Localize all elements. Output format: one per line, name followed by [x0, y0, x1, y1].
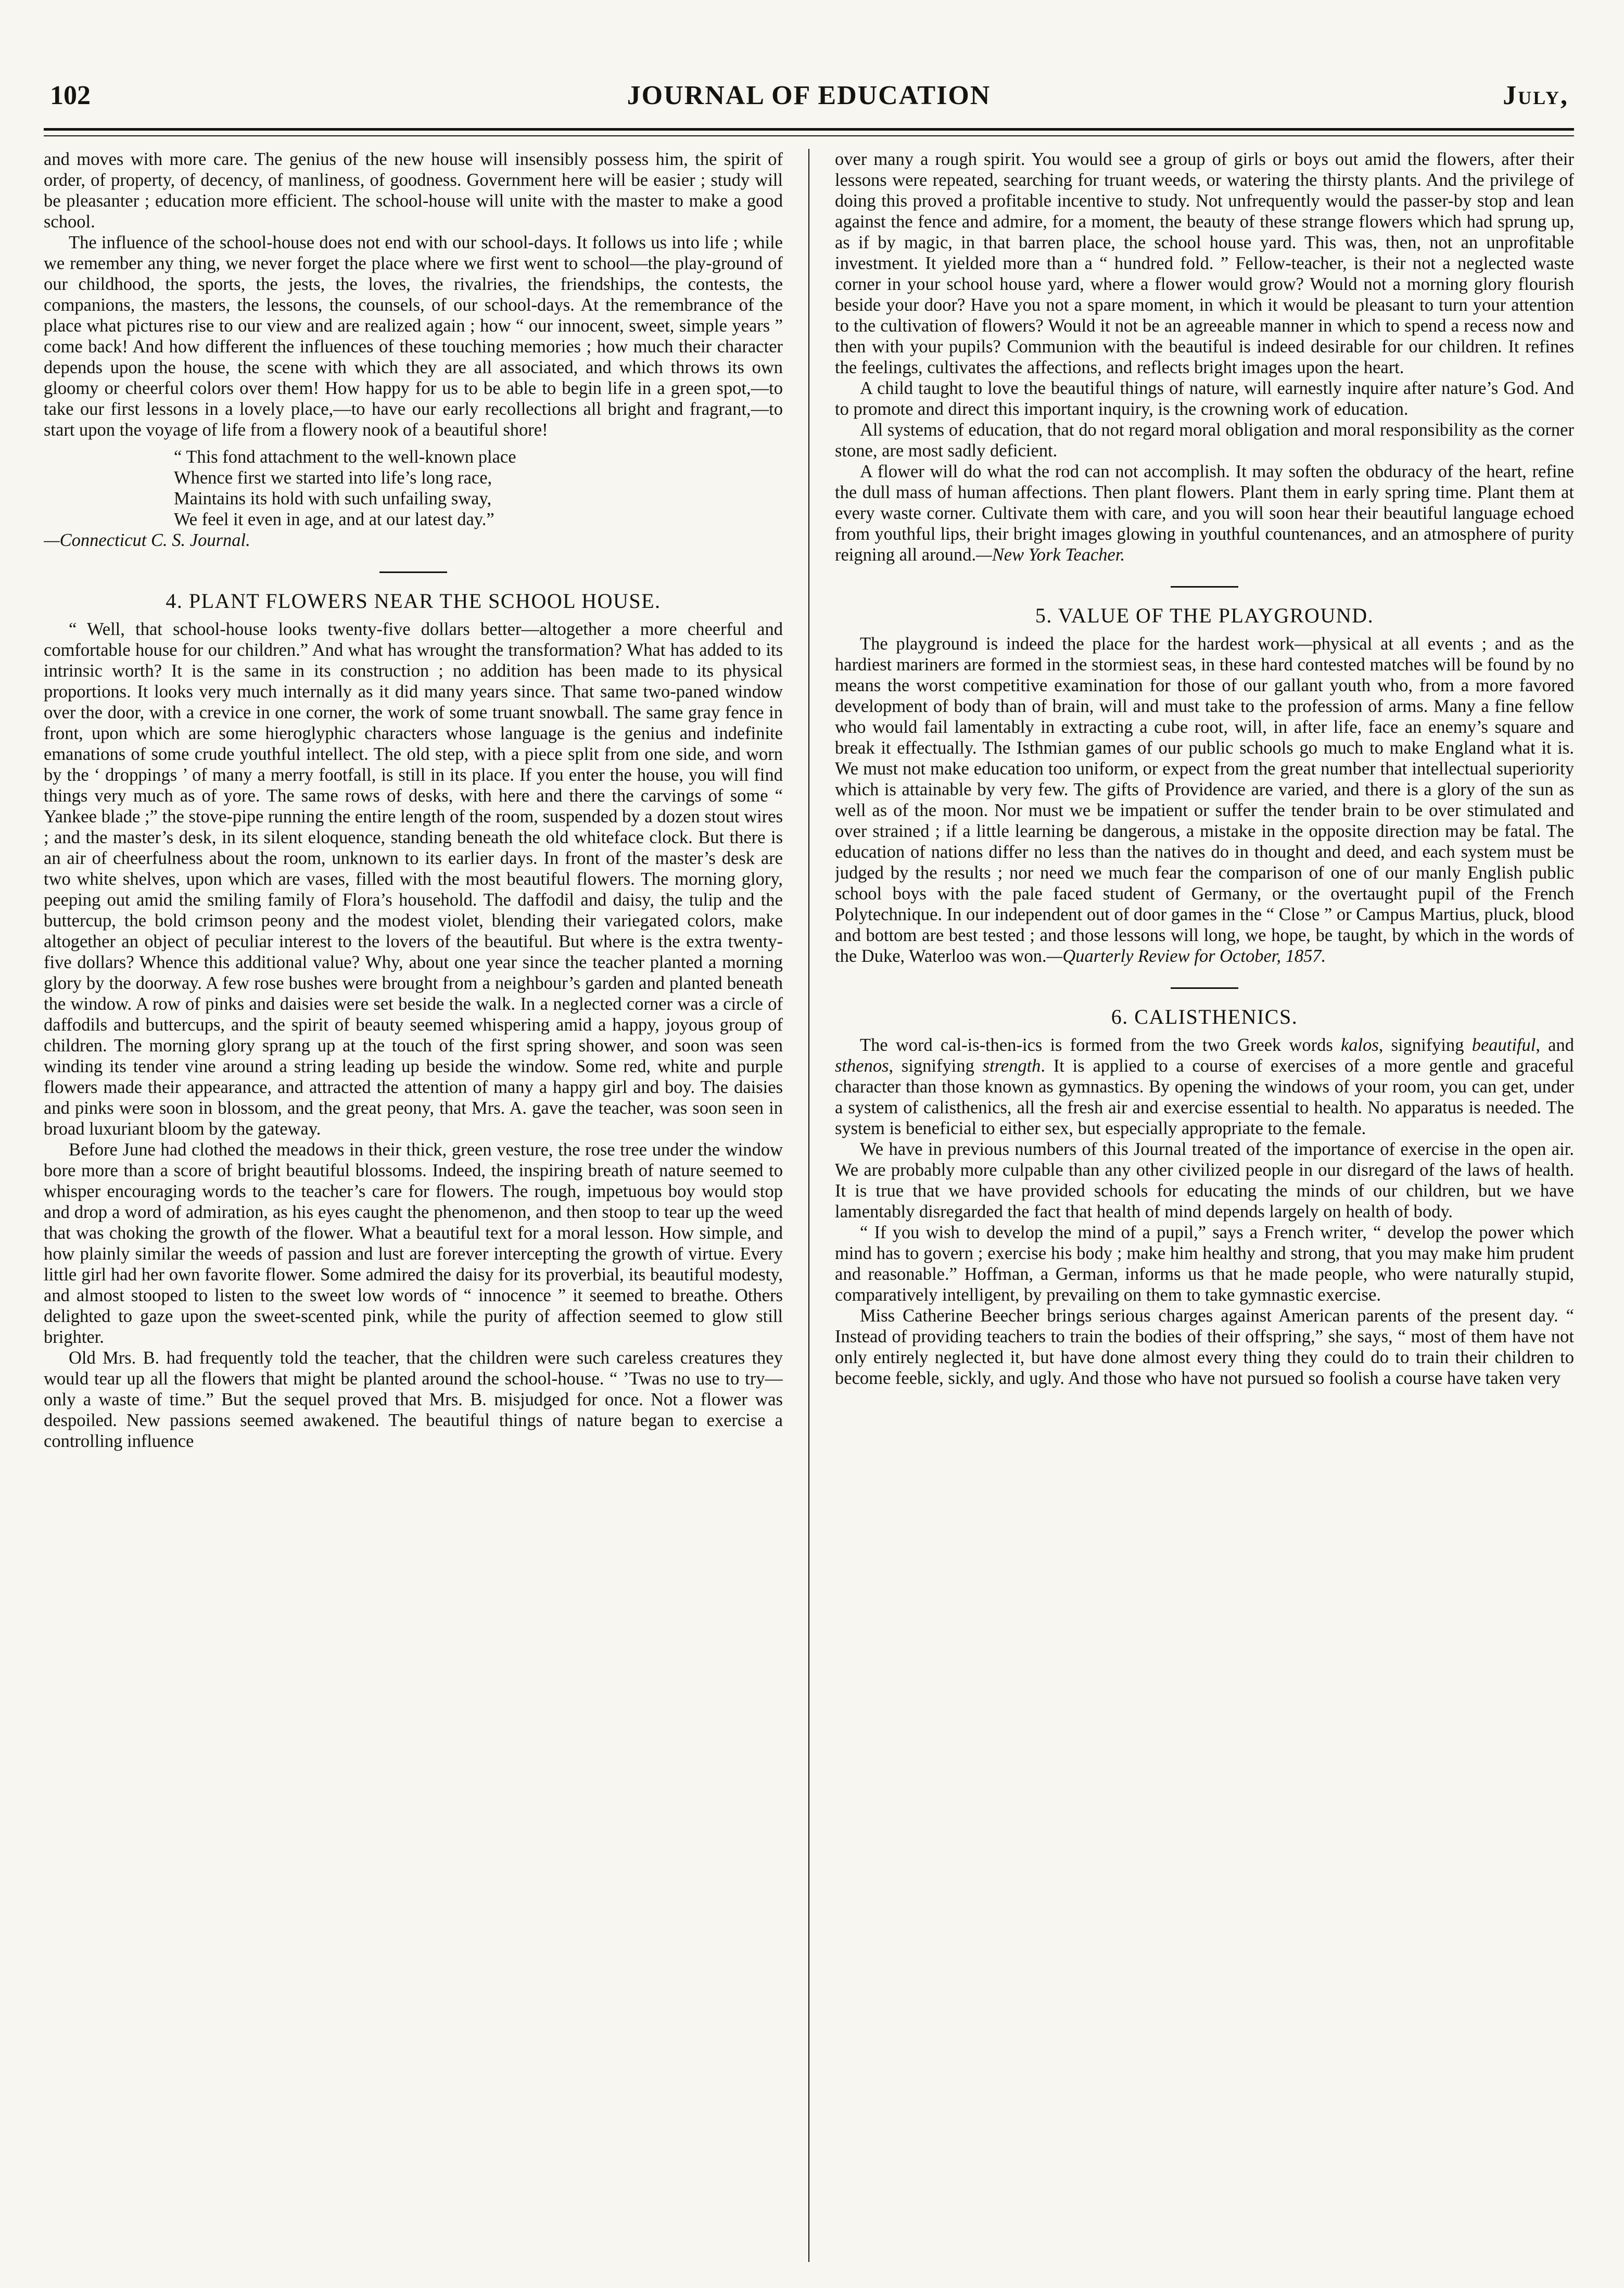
paragraph: Miss Catherine Beecher brings serious charges against American parents of the present day. “ Instead of providing teachers to train the bodies of their offspring,” she says, “ most of them have not only entirely neglected it, but have done almost every thing they could do to train their children to become feeble, sickly, and ugly. And those who have not pursued so foolish a course have taken very	[835, 1306, 1574, 1388]
emphasis: strength	[982, 1056, 1041, 1076]
text-run: , and	[1536, 1035, 1574, 1055]
page-number: 102	[50, 81, 91, 110]
paragraph	[835, 1035, 1574, 1139]
paragraph-text: The playground is indeed the place for the hardest work—physical at all events ; and as the hardiest mariners are formed in the stormiest seas, in these hard contested matches will be found by no means the worst competitive examination for those of our gallant youth who, from a more favored development of body than of brain, will and must take to the profession of arms. Many a fine fellow who would fail lamentably in extracting a cube root, will, in after life, face an enemy’s square and break it effectually. The Isthmian games of our public schools go much to make England what it is. We must not make education too uniform, or expect from the great number that intellectual superiority which is attainable by very few. The gifts of Providence are varied, and there is a glory of the sun as well as of the moon. Nor must we be impatient or suffer the tender brain to be over stimulated and over strained ; if a little learning be dangerous, a mistake in the opposite direction may be fatal. The education of nations differ no less than the natives do in thought and deed, and each system must be judged by the results ; nor need we much fear the comparison of one of our manly English public school boys with the pale faced student of Germany, or the overtaught pupil of the French Polytechnique. In our independent out of door games in the “ Close ” or Campus Martius, pluck, blood and bottom are best tested ; and those lessons will long, we hope, be taught, by which in the words of the Duke, Waterloo was won.	[835, 634, 1574, 966]
journal-page	[44, 78, 1574, 2264]
text-run: , signifying	[889, 1056, 983, 1076]
header-rule-thin	[44, 135, 1574, 136]
paragraph	[835, 633, 1574, 967]
left-column	[44, 149, 783, 2262]
poem-line: “ This fond attachment to the well-known place	[174, 447, 516, 467]
paragraph: over many a rough spirit. You would see a group of girls or boys out amid the flowers, after their lessons were repeated, searching for truant weeds, or watering the thirsty plants. And the privilege of doing this proved a profitable incentive to study. Not unfrequently would the passer-by stop and lean against the fence and admire, for a moment, the beauty of these strange flowers which had sprung up, as if by magic, in that barren place, the school house yard. This was, then, not an unprofitable investment. It yielded more than a “ hundred fold. ” Fellow-teacher, is their not a neglected waste corner in your school house yard, where a flower would grow? Would not a morning glory flourish beside your door? Have you not a spare moment, in which it would be pleasant to turn your attention to the cultivation of flowers? Would it not be an agreeable manner in which to spend a recess now and then with your pupils? Communion with the beautiful is indeed desirable for our children. It refines the feelings, cultivates the affections, and reflects bright images upon the heart.	[835, 149, 1574, 377]
text-run: , signifying	[1378, 1035, 1472, 1055]
paragraph: Old Mrs. B. had frequently told the teacher, that the children were such careless creatures they would tear up all the flowers that might be planted around the school-house. “ ’Twas no use to try—only a waste of time.” But the sequel proved that Mrs. B. misjudged for once. Not a flower was despoiled. New passions seemed awakened. The beautiful things of nature began to exercise a controlling influence	[44, 1348, 783, 1451]
greek-word: sthenos	[835, 1056, 889, 1076]
section-heading: 4. PLANT FLOWERS NEAR THE SCHOOL HOUSE.	[166, 589, 661, 613]
section-heading: 5. VALUE OF THE PLAYGROUND.	[1035, 604, 1374, 627]
text-run: . It is applied to a course of exercises of a more gentle and graceful character than those known as gymnastics. By opening the windows of your room, you can get, under a system of calisthenics, all the fresh air and exercise essential to health. No apparatus is needed. The system is beneficial to either sex, but especially appropriate to the female.	[835, 1056, 1574, 1138]
paragraph: We have in previous numbers of this Journal treated of the importance of exercise in the open air. We are probably more culpable than any other civilized people in our disregard of the laws of health. It is true that we have provided schools for educating the minds of our children, but we have lamentably disregarded the fact that health of mind depends largely on health of body.	[835, 1139, 1574, 1222]
text-run: The word cal-is-then-ics is formed from the two Greek words	[860, 1035, 1341, 1055]
poem-quote	[174, 447, 783, 530]
paragraph: “ Well, that school-house looks twenty-five dollars better—altogether a more cheerful and comfortable house for our children.” And what has wrought the transformation? What has added to its intrinsic worth? It is the same in its construction ; no addition has been made to its physical proportions. It looks very much internally as it did many years since. That same two-paned window over the door, with a crevice in one corner, the work of some truant snowball. The same gray fence in front, upon which are some hieroglyphic characters whose language is the genius and indefinite emanations of some crude youthful intellect. The old step, with a piece split from one side, and worn by the ‘ droppings ’ of many a merry footfall, is still in its place. If you enter the house, you will find things very much as of yore. The same rows of desks, with here and there the carvings of some “ Yankee blade ;” the stove-pipe running the entire length of the room, suspended by a dozen stout wires ; and the master’s desk, in its silent eloquence, standing beneath the old whiteface clock. But there is an air of cheerfulness about the room, unknown to its earlier days. In front of the master’s desk are two white shelves, upon which are vases, filled with the most beautiful flowers. The morning glory, peeping out amid the smiling family of Flora’s household. The daffodil and daisy, the tulip and the buttercup, the bold crimson peony and the modest violet, blending their variegated colors, make altogether an object of peculiar interest to the lovers of the beautiful. But where is the extra twenty-five dollars? Whence this additional value? Why, about one year since the teacher planted a morning glory by the doorway. A few rose bushes were brought from a neighbour’s garden and planted beneath the window. A row of pinks and daisies were set beside the walk. In a neglected corner was a circle of daffodils and buttercups, and the spirit of beauty seemed whispering amid a happy, joyous group of children. The morning glory sprang up at the touch of the first spring shower, and soon was seen winding its tender vine around a string leading up beside the window. Some red, white and purple flowers made their appearance, and attracted the attention of many a happy girl and boy. The daisies and pinks were soon in blossom, and the great peony, that Mrs. A. gave the teacher, was soon seen in broad luxuriant bloom by the gateway.	[44, 619, 783, 1139]
journal-title: JOURNAL OF EDUCATION	[627, 81, 991, 110]
poem-source: —Connecticut C. S. Journal.	[44, 530, 250, 550]
paragraph: and moves with more care. The genius of the new house will insensibly possess him, the spirit of order, of property, of decency, of manliness, of goodness. Government here will be easier ; study will be pleasanter ; education more efficient. The school-house will unite with the master to make a good school.	[44, 149, 783, 232]
paragraph	[835, 461, 1574, 565]
section-rule	[379, 571, 447, 573]
paragraph: A child taught to love the beautiful things of nature, will earnestly inquire after nature’s God. And to promote and direct this important inquiry, is the crowning work of education.	[835, 378, 1574, 419]
poem-line: We feel it even in age, and at our latest day.”	[174, 510, 494, 529]
source-citation: —New York Teacher.	[976, 545, 1125, 565]
paragraph: “ If you wish to develop the mind of a pupil,” says a French writer, “ develop the power which mind has to govern ; exercise his body ; make him healthy and strong, that you may make him prudent and reasonable.” Hoffman, a German, informs us that he made people, who were naturally stupid, comparatively intelligent, by prevailing on them to take gymnastic exercise.	[835, 1223, 1574, 1305]
source-citation: —Quarterly Review for October, 1857.	[1046, 946, 1326, 966]
section-heading: 6. CALISTHENICS.	[1111, 1005, 1298, 1028]
column-divider	[808, 149, 809, 2262]
running-header	[44, 78, 1574, 120]
poem-line: Whence first we started into life’s long race,	[174, 468, 492, 488]
paragraph-text: A flower will do what the rod can not accomplish. It may soften the obduracy of the heart, refine the dull mass of human affections. Then plant flowers. Plant them in early spring time. Plant them at every waste corner. Cultivate them with care, and you will soon hear their beautiful language echoed from youthful lips, their bright images glowing in youthful countenances, and an atmosphere of purity reigning all around.	[835, 462, 1574, 565]
poem-line: Maintains its hold with such unfailing sway,	[174, 489, 492, 509]
section-rule	[1171, 586, 1238, 588]
issue-month: July,	[1503, 81, 1569, 110]
paragraph: The influence of the school-house does not end with our school-days. It follows us into life ; while we remember any thing, we never forget the place where we first went to school—the play-ground of our childhood, the sports, the jests, the loves, the rivalries, the friendships, the contests, the companions, the masters, the lessons, the counsels, of our school-days. At the remembrance of the place what pictures rise to our view and are realized again ; how “ our innocent, sweet, simple years ” come back! And how different the influences of these touching memories ; how much their character depends upon the house, the scene with which they are all associated, and which throws its own gloomy or cheerful colors over them! How happy for us to be able to begin life in a green spot,—to take our first lessons in a lovely place,—to have our early recollections all bright and fragrant,—to start upon the voyage of life from a flowery nook of a beautiful shore!	[44, 233, 783, 440]
right-column	[835, 149, 1574, 2262]
section-rule	[1171, 987, 1238, 989]
header-rule-thick	[44, 128, 1574, 131]
paragraph: All systems of education, that do not regard moral obligation and moral responsibility as the corner stone, are most sadly deficient.	[835, 420, 1574, 461]
article-columns	[44, 149, 1574, 2262]
emphasis: beautiful	[1471, 1035, 1536, 1055]
greek-word: kalos	[1340, 1035, 1379, 1055]
paragraph: Before June had clothed the meadows in their thick, green vesture, the rose tree under the window bore more than a score of bright beautiful blossoms. Indeed, the inspiring breath of nature seemed to whisper encouraging words to the teacher’s care for flowers. The rough, impetuous boy would stop and drop a word of admiration, as his eyes caught the phenomenon, and then stoop to tear up the weed that was choking the growth of the flower. What a beautiful text for a moral lesson. How simple, and how plainly similar the weeds of passion and lust are forever intercepting the growth of virtue. Every little girl had her own favorite flower. Some admired the daisy for its proverbial, its beautiful modesty, and almost stooped to listen to the sweet low words of “ innocence ” it seemed to breathe. Others delighted to gaze upon the sweet-scented pink, while the purity of affection seemed to glow still brighter.	[44, 1140, 783, 1347]
